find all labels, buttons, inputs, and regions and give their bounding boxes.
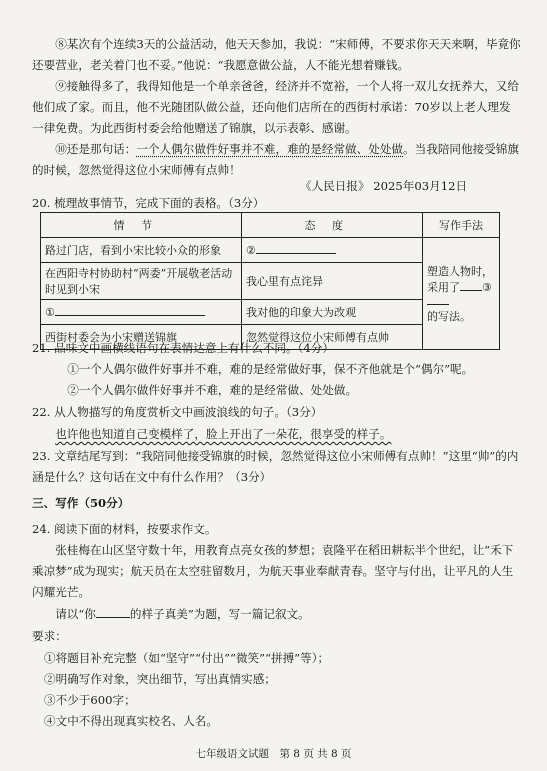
table-row — [41, 238, 500, 263]
blank-3-label: ③ — [482, 281, 492, 294]
answer-blank-1[interactable] — [55, 315, 205, 316]
table-header-row — [41, 213, 500, 238]
q24-prompt: 24. 阅读下面的材料，按要求作文。 — [32, 522, 217, 536]
article-source: 《人民日报》 2025年03月12日 — [300, 179, 468, 193]
paragraph-10-tail: 。当我陪同他接受锦旗的时候，忽然觉得这位小宋师傅有点帅！ — [32, 142, 519, 177]
title-blank[interactable] — [96, 617, 130, 618]
wavy-underlined-sentence: 也许他也知道自己变模样了，脸上开出了一朵花，很享受的样子。 — [55, 427, 392, 441]
q21-sentence-1: ①一个人偶尔做件好事并不难，难的是经常做好事，保不齐他就是个“偶尔”呢。 — [67, 362, 474, 376]
section-3-heading: 三、写作（50分） — [32, 496, 130, 510]
plot-cell: 在西阳寺村协助村“两委”开展敬老活动时见到小宋 — [41, 263, 242, 300]
technique-text-a: 塑造人物时，采用了 — [427, 265, 493, 294]
q21-prompt: 21. 品味文中画横线语句在表情达意上有什么不同。（4分） — [32, 341, 334, 355]
attitude-cell: 我对他的印象大为改观 — [242, 300, 423, 325]
plot-cell: 路过门店，看到小宋比较小众的形象 — [41, 238, 242, 263]
q21-sentence-2: ②一个人偶尔做件好事并不难，难的是经常做、处处做。 — [67, 383, 358, 397]
page-footer: 七年级语文试题 第 8 页 共 8 页 — [195, 748, 352, 760]
requirement-2: ②明确写作对象，突出细节，写出真情实感； — [44, 672, 276, 686]
technique-text-b: 的写法。 — [427, 310, 471, 323]
paragraph-8: ⑧某次有个连续3天的公益活动，他天天参加，我说：“宋师傅，不要求你天天来啊，毕竟你还要营业，老关着门也不妥。”他说：“我愿意做公益，人不能光想着赚钱。 — [32, 37, 521, 72]
underlined-sentence: 一个人偶尔做件好事并不难，难的是经常做、处处做 — [136, 142, 404, 156]
requirement-3: ③不少于600字； — [44, 693, 136, 707]
q24-title-line — [32, 604, 521, 625]
technique-cell — [423, 238, 500, 350]
header-attitude: 态度 — [242, 213, 423, 238]
q24-material: 张桂梅在山区坚守数十年，用教育点亮女孩的梦想；袁隆平在稻田耕耘半个世纪，让“禾下乘凉梦”成为现实；航天员在太空驻留数月，为航天事业奉献青春。坚守与付出，让平凡的人生闪耀光芒。 — [32, 543, 514, 599]
requirements-label: 要求： — [32, 629, 67, 643]
answer-blank-3-lead[interactable] — [460, 290, 482, 291]
title-text-b: 的样子真美”为题，写一篇记叙文。 — [129, 607, 310, 621]
paragraph-10-lead: ⑩还是那句话： — [55, 142, 137, 156]
q23-text: 23. 文章结尾写到：“我陪同他接受锦旗的时候，忽然觉得这位小宋师傅有点帅！”这里“帅”的内涵是什么？这句话在文中有什么作用？（3分） — [32, 449, 519, 484]
paragraph-10 — [32, 139, 521, 181]
q22-quote — [32, 424, 521, 445]
attitude-cell: 忽然觉得这位小宋师傅有点帅 — [242, 325, 423, 350]
requirement-4: ④文中不得出现真实校名、人名。 — [44, 714, 218, 728]
plot-cell: 西街村委会为小宋赠送锦旗 — [41, 325, 242, 350]
requirement-1: ①将题目补充完整（如“坚守”“付出”“微笑”“拼搏”等）； — [44, 651, 330, 665]
q22-prompt: 22. 从人物描写的角度赏析文中画波浪线的句子。（3分） — [32, 405, 323, 419]
blank-2-label: ② — [246, 243, 256, 257]
answer-blank-2[interactable] — [256, 253, 336, 254]
blank-1-label: ① — [45, 305, 55, 319]
plot-cell — [41, 300, 242, 325]
attitude-cell — [242, 238, 423, 263]
header-plot: 情节 — [41, 213, 242, 238]
attitude-cell: 我心里有点诧异 — [242, 263, 423, 300]
header-technique: 写作手法 — [423, 213, 500, 238]
title-text-a: 请以“你 — [55, 607, 96, 621]
q20-prompt: 20. 梳理故事情节，完成下面的表格。（3分） — [32, 196, 265, 210]
paragraph-9: ⑨接触得多了，我得知他是一个单亲爸爸，经济并不宽裕，一个人将一双儿女抚养大，又给他们成了家。而且，他不光随团队做公益，还向他们店所在的西街村承诺：70岁以上老人理发一律免费。为此西街村委会给他赠送了锦旗，以示表彰、感谢。 — [32, 79, 519, 135]
plot-table — [40, 212, 500, 350]
answer-blank-3[interactable] — [427, 304, 449, 305]
